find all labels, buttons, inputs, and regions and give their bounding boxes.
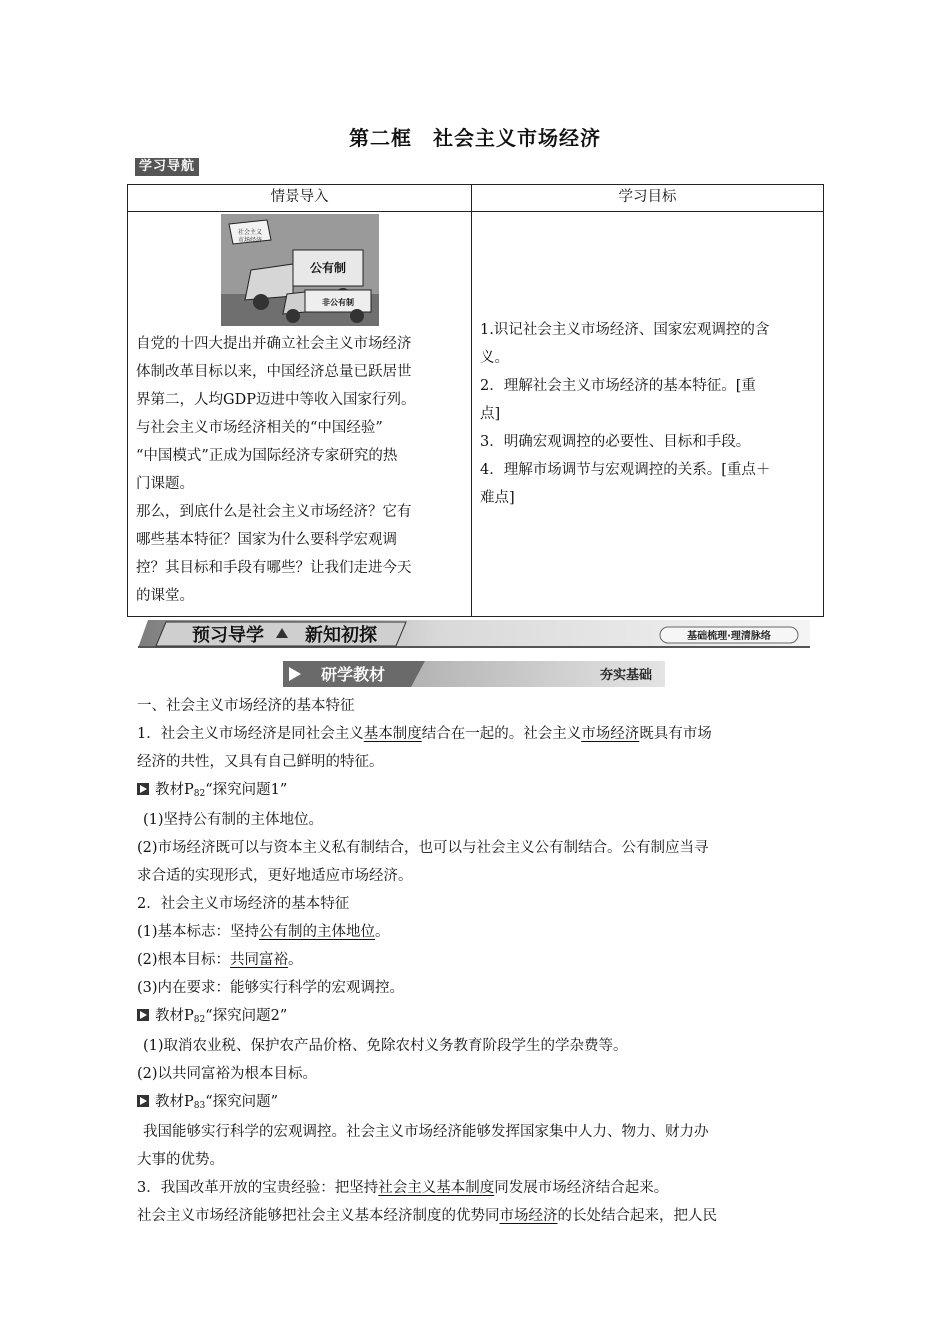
cartoon-label-public: 公有制 <box>309 261 346 275</box>
paragraph-2: 2．社会主义市场经济的基本特征 <box>137 896 350 912</box>
goal-line: 1.识记社会主义市场经济、国家宏观调控的含 <box>480 322 770 338</box>
textbook-ref: 教材$P_{82}“$探究问题1” <box>137 776 817 806</box>
textbook-ref: 教材$P_{83}“$探究问题” <box>137 1088 817 1118</box>
intro-line: 的课堂。 <box>136 588 194 604</box>
banner2-left-text: 研学教材 <box>320 665 386 684</box>
fill-blank: 市场经济 <box>499 1208 558 1224</box>
preview-banner <box>138 620 810 648</box>
banner-tag: 基础梳理·理清脉络 <box>687 631 771 642</box>
header-goals: 学习目标 <box>472 185 824 212</box>
intro-line: 门课题。 <box>136 476 194 492</box>
scenario-cell <box>128 212 472 617</box>
paragraph-3: 3．我国改革开放的宝贵经验：把坚持社会主义基本制度同发展市场经济结合起来。 <box>137 1180 669 1196</box>
study-banner <box>283 661 665 687</box>
goal-line: 2．理解社会主义市场经济的基本特征。[重 <box>480 378 756 394</box>
banner2-right-text: 夯实基础 <box>599 668 653 683</box>
paragraph-4: 社会主义市场经济能够把社会主义基本经济制度的优势同市场经济的长处结合起来，把人民 <box>137 1208 717 1224</box>
intro-line: 界第二，人均GDP迈进中等收入国家行列。 <box>136 392 416 408</box>
goal-line: 4．理解市场调节与宏观调控的关系。[重点＋ <box>480 462 771 478</box>
intro-line: 与社会主义市场经济相关的“中国经验” <box>136 420 383 436</box>
intro-line: 哪些基本特征？国家为什么要科学宏观调 <box>136 532 397 548</box>
fill-blank: 公有制的主体地位 <box>259 924 376 940</box>
feature-line: (3)内在要求：能够实行科学的宏观调控。 <box>137 980 405 996</box>
play-icon <box>137 1095 149 1107</box>
header-scenario: 情景导入 <box>128 185 472 212</box>
main-content <box>137 692 817 1230</box>
fill-blank: 市场经济 <box>581 726 640 742</box>
fill-blank: 基本制度 <box>363 726 422 742</box>
answer-line: (2)以共同富裕为根本目标。 <box>137 1066 318 1082</box>
cartoon-label-nonpublic: 非公有制 <box>321 297 354 307</box>
page-title: 第二框 社会主义市场经济 <box>349 126 601 150</box>
study-nav-badge: 学习导航 <box>135 158 199 176</box>
answer-line: 求合适的实现形式，更好地适应市场经济。 <box>137 868 413 884</box>
goal-line: 义。 <box>480 350 509 366</box>
answer-line: 我国能够实行科学的宏观调控。社会主义市场经济能够发挥国家集中人力、物力、财力办 <box>143 1124 709 1140</box>
feature-line: (2)根本目标：共同富裕。 <box>137 952 303 968</box>
intro-line: 体制改革目标以来，中国经济总量已跃居世 <box>136 364 412 380</box>
intro-table <box>127 184 824 617</box>
fill-blank: 社会主义基本制度 <box>378 1180 495 1196</box>
feature-line: (1)基本标志：坚持公有制的主体地位。 <box>137 924 390 940</box>
answer-line: (2)市场经济既可以与资本主义私有制结合，也可以与社会主义公有制结合。公有制应当寻 <box>137 840 709 856</box>
cartoon-label-market: 市场经济 <box>237 237 262 244</box>
cartoon-label-socialism: 社会主义 <box>237 229 262 236</box>
intro-line: 自党的十四大提出并确立社会主义市场经济 <box>136 336 412 352</box>
banner-right-text: 新知初探 <box>305 625 377 646</box>
goal-line: 难点] <box>480 490 515 506</box>
paragraph-1-cont: 经济的共性，又具有自己鲜明的特征。 <box>137 754 384 770</box>
section-heading: 一、社会主义市场经济的基本特征 <box>137 698 355 714</box>
goal-line: 点] <box>480 406 501 422</box>
intro-line: “中国模式”正成为国际经济专家研究的热 <box>136 448 398 464</box>
intro-line: 控？其目标和手段有哪些？让我们走进今天 <box>136 560 412 576</box>
paragraph-1: 1．社会主义市场经济是同社会主义基本制度结合在一起的。社会主义市场经济既具有市场 <box>137 726 712 742</box>
play-icon <box>137 1009 149 1021</box>
goals-cell <box>472 212 824 617</box>
textbook-ref: 教材$P_{82}“$探究问题2” <box>137 1002 817 1032</box>
answer-line: 大事的优势。 <box>137 1152 224 1168</box>
banner-left-text: 预习导学 <box>192 625 264 646</box>
intro-line: 那么，到底什么是社会主义市场经济？它有 <box>136 504 412 520</box>
truck-cartoon-image <box>221 214 379 326</box>
fill-blank: 共同富裕 <box>230 952 289 968</box>
answer-line: (1)取消农业税、保护农产品价格、免除农村义务教育阶段学生的学杂费等。 <box>143 1038 628 1054</box>
goal-line: 3．明确宏观调控的必要性、目标和手段。 <box>480 434 751 450</box>
answer-line: (1)坚持公有制的主体地位。 <box>143 812 324 828</box>
play-icon <box>137 783 149 795</box>
